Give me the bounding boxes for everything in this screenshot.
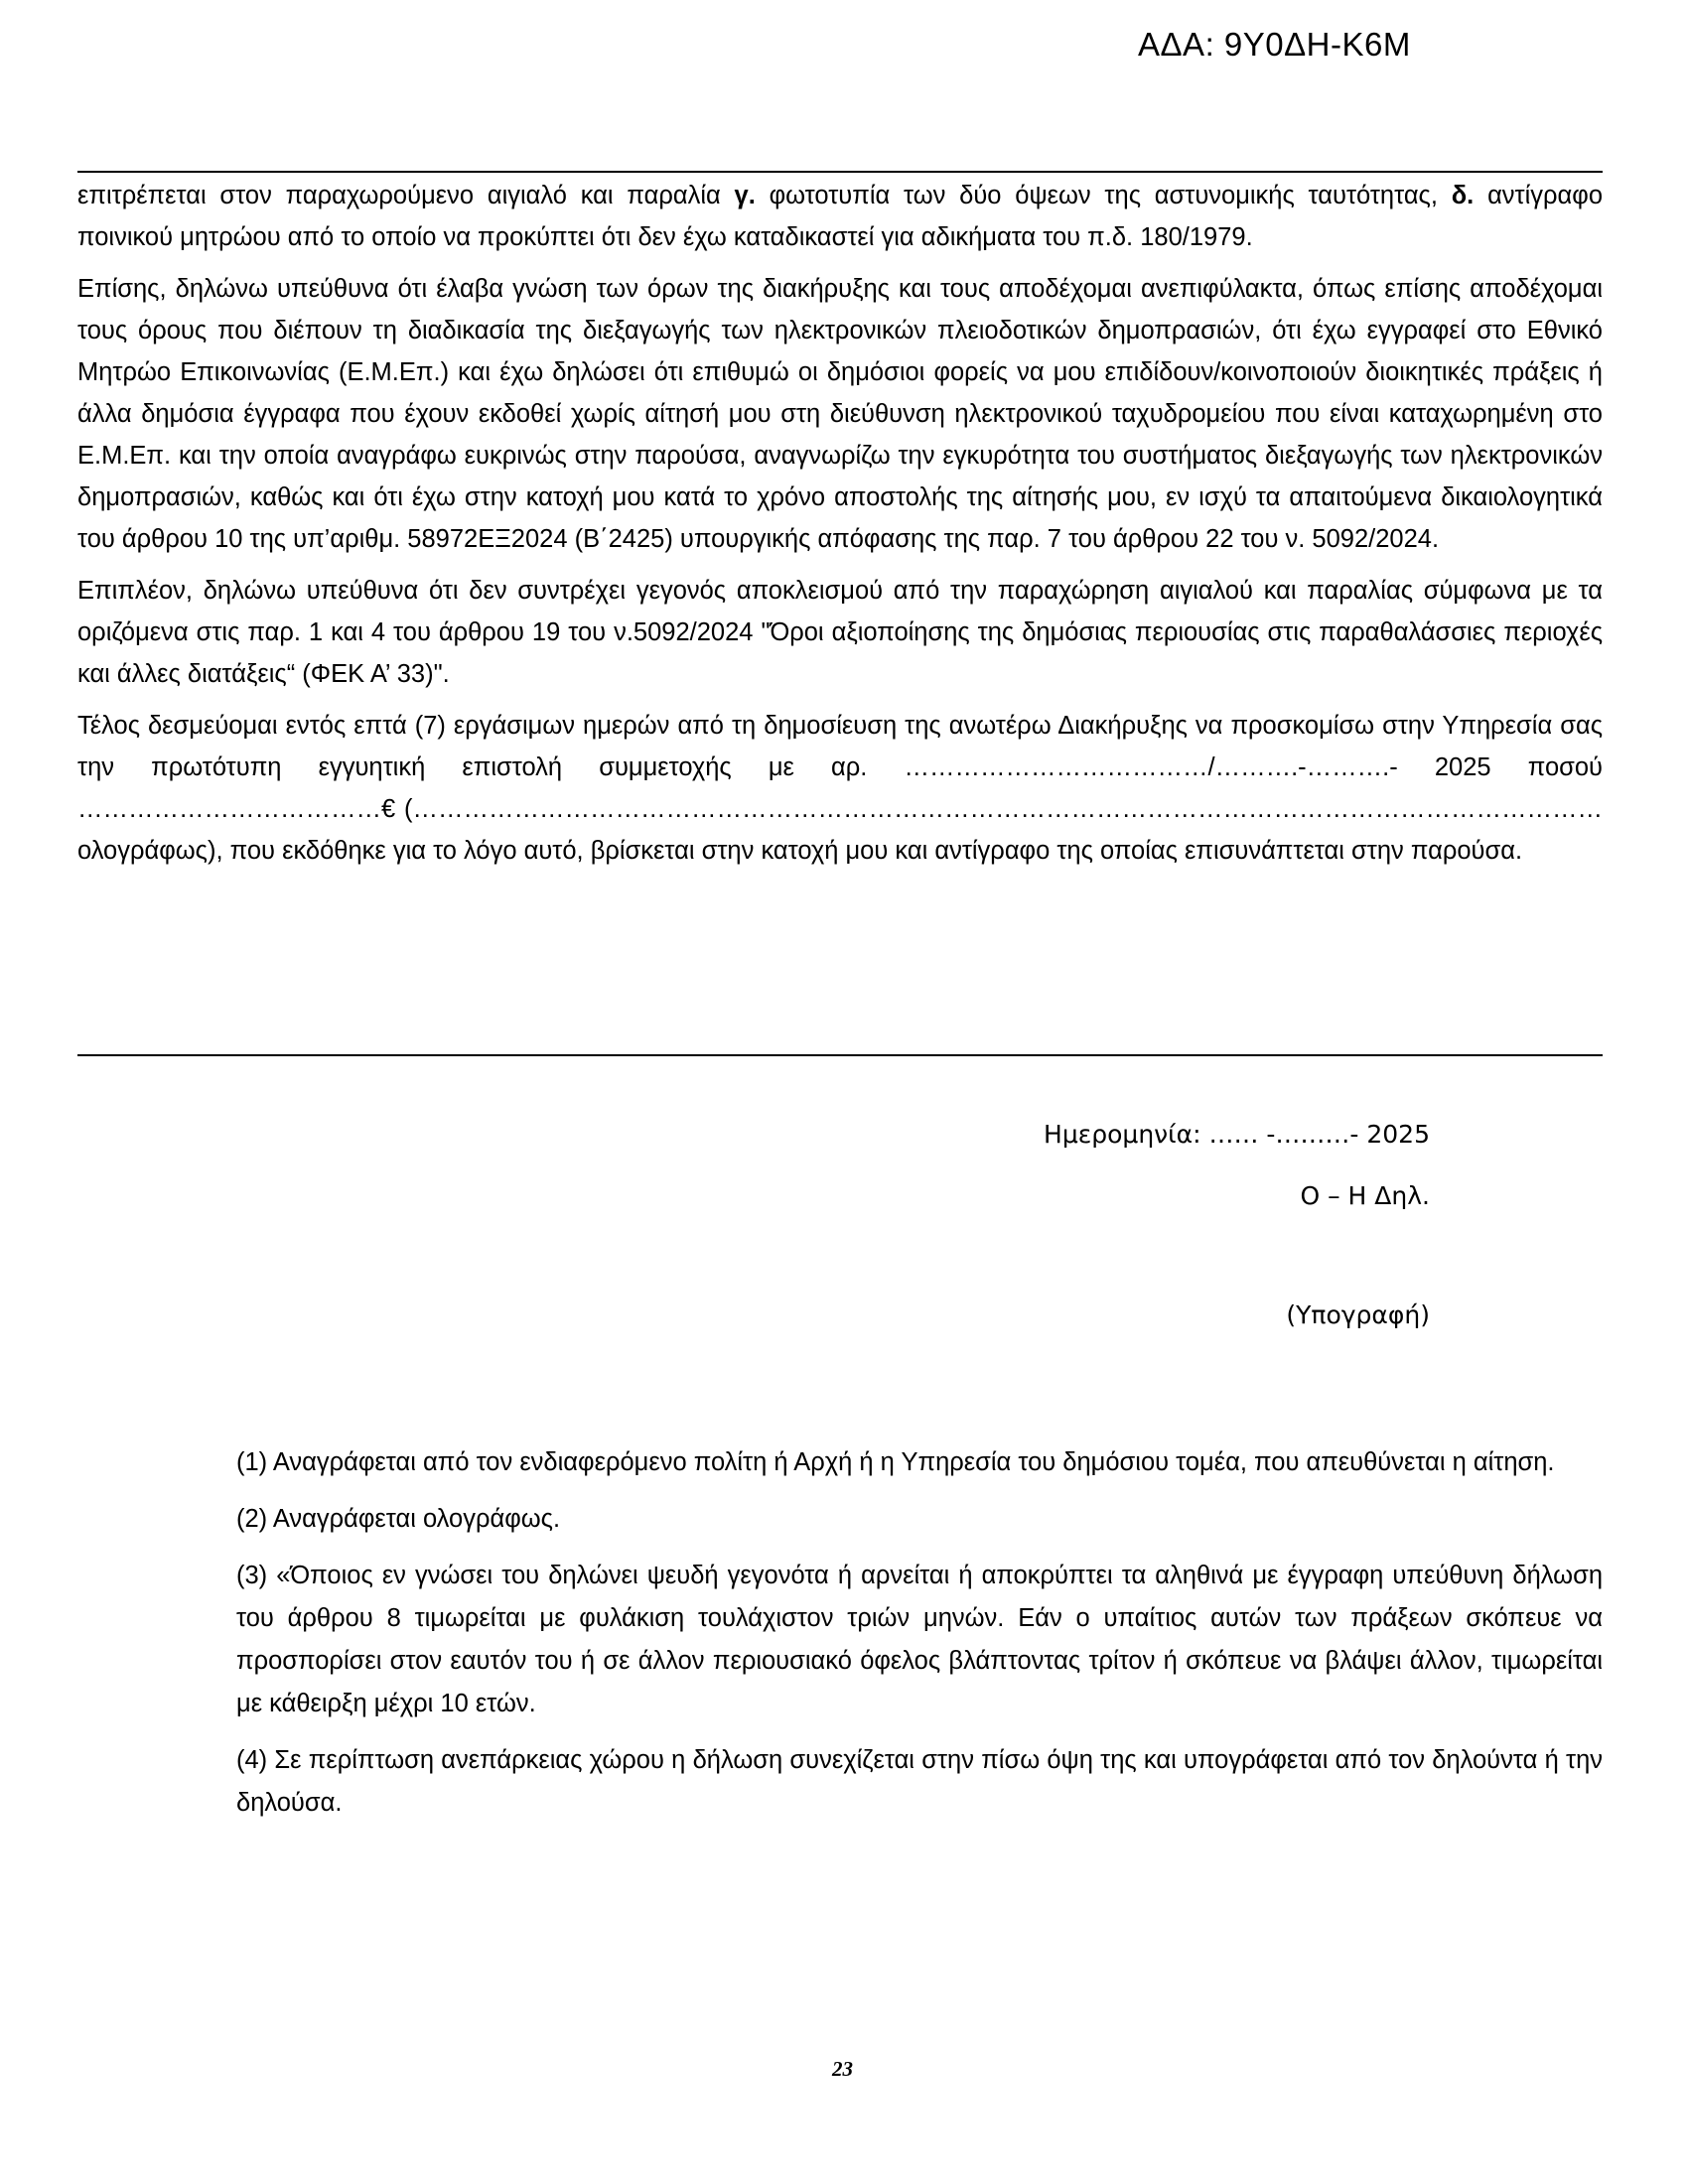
- paragraph-acceptance: Επίσης, δηλώνω υπεύθυνα ότι έλαβα γνώση των όρων της διακήρυξης και τους αποδέχομαι ανεπιφύλακτα, όπως επίσης αποδέχομαι τους όρους που διέπουν τη διαδικασία της διεξαγωγής των ηλεκτρονικών πλειοδοτικών δημοπρασιών, ότι έχω εγγραφεί στο Εθνικό Μητρώο Επικοινωνίας (Ε.Μ.Επ.) και έχω δηλώσει ότι επιθυμώ οι δημόσιοι φορείς να μου επιδίδουν/κοινοποιούν διοικητικές πράξεις ή άλλα δημόσια έγγραφα που έχουν εκδοθεί χωρίς αίτησή μου στη διεύθυνση ηλεκτρονικού ταχυδρομείου που είναι καταχωρημένη στο Ε.Μ.Επ. και την οποία αναγράφω ευκρινώς στην παρούσα, αναγνωρίζω την εγκυρότητα του συστήματος διεξαγωγής των ηλεκτρονικών δημοπρασιών, καθώς και ότι έχω στην κατοχή μου κατά το χρόνο αποστολής της αίτησής μου, εν ισχύ τα απαιτούμενα δικαιολογητικά του άρθρου 10 της υπ’αριθμ. 58972ΕΞ2024 (Β΄2425) υπουργικής απόφασης της παρ. 7 του άρθρου 22 του ν. 5092/2024.: [77, 275, 1603, 553]
- ada-identifier: ΑΔΑ: 9Υ0ΔΗ-Κ6Μ: [1138, 26, 1411, 63]
- paragraph-text: φωτοτυπία των δύο όψεων της αστυνομικής ταυτότητας,: [755, 182, 1452, 209]
- footnotes: [236, 1441, 1603, 1839]
- item-marker-gamma: γ.: [734, 182, 756, 209]
- top-divider: [77, 171, 1603, 173]
- signature-label: (Υπογραφή): [1286, 1300, 1430, 1329]
- date-field: Ημερομηνία: …… -………- 2025: [1044, 1120, 1430, 1149]
- paragraph-exclusion: Επιπλέον, δηλώνω υπεύθυνα ότι δεν συντρέχει γεγονός αποκλεισμού από την παραχώρηση αιγιαλού και παραλίας σύμφωνα με τα οριζόμενα στις παρ. 1 και 4 του άρθρου 19 του ν.5092/2024 "Όροι αξιοποίησης της δημόσιας περιουσίας στις παραθαλάσσιες περιοχές και άλλες διατάξεις“ (ΦΕΚ Α’ 33)".: [77, 577, 1603, 688]
- footnote: (2) Αναγράφεται ολογράφως.: [236, 1505, 561, 1533]
- declarant-label: Ο – Η Δηλ.: [1300, 1181, 1430, 1210]
- footnote: (3) «Όποιος εν γνώσει του δηλώνει ψευδή γεγονότα ή αρνείται ή αποκρύπτει τα αληθινά με έγγραφη υπεύθυνη δήλωση του άρθρου 8 τιμωρείται με φυλάκιση τουλάχιστον τριών μηνών. Εάν ο υπαίτιος αυτών των πράξεων σκόπευε να προσπορίσει στον εαυτόν του ή σε άλλον περιουσιακό όφελος βλάπτοντας τρίτον ή σκόπευε να βλάψει άλλον, τιμωρείται με κάθειρξη μέχρι 10 ετών.: [236, 1562, 1603, 1717]
- paragraph-text: επιτρέπεται στον παραχωρούμενο αιγιαλό και παραλία: [77, 182, 735, 209]
- bottom-divider: [77, 1054, 1603, 1056]
- footnote: (4) Σε περίπτωση ανεπάρκειας χώρου η δήλωση συνεχίζεται στην πίσω όψη της και υπογράφεται από τον δηλούντα ή την δηλούσα.: [236, 1746, 1603, 1817]
- paragraph-documents: [77, 175, 1603, 258]
- page-number: 23: [832, 2057, 853, 2081]
- item-marker-delta: δ.: [1451, 182, 1475, 209]
- paragraph-guarantee: Τέλος δεσμεύομαι εντός επτά (7) εργάσιμων ημερών από τη δημοσίευση της ανωτέρω Διακήρυξης να προσκομίσω στην Υπηρεσία σας την πρωτότυπη εγγυητική επιστολή συμμετοχής με αρ. ………………………………/……….-……….- 2025 ποσού ………………………………€ (…………………………………………………………………………………………………………………………… ολογράφως), που εκδόθηκε για το λόγο αυτό, βρίσκεται στην κατοχή μου και αντίγραφο της οποίας επισυνάπτεται στην παρούσα.: [77, 712, 1603, 865]
- declaration-body: [77, 175, 1603, 882]
- footnote: (1) Αναγράφεται από τον ενδιαφερόμενο πολίτη ή Αρχή ή η Υπηρεσία του δημόσιου τομέα, που απευθύνεται η αίτηση.: [236, 1448, 1555, 1476]
- paragraph-text: αντίγραφο ποινικού μητρώου από το οποίο να προκύπτει ότι δεν έχω καταδικαστεί για αδικήματα του π.δ. 180/1979.: [77, 182, 1604, 251]
